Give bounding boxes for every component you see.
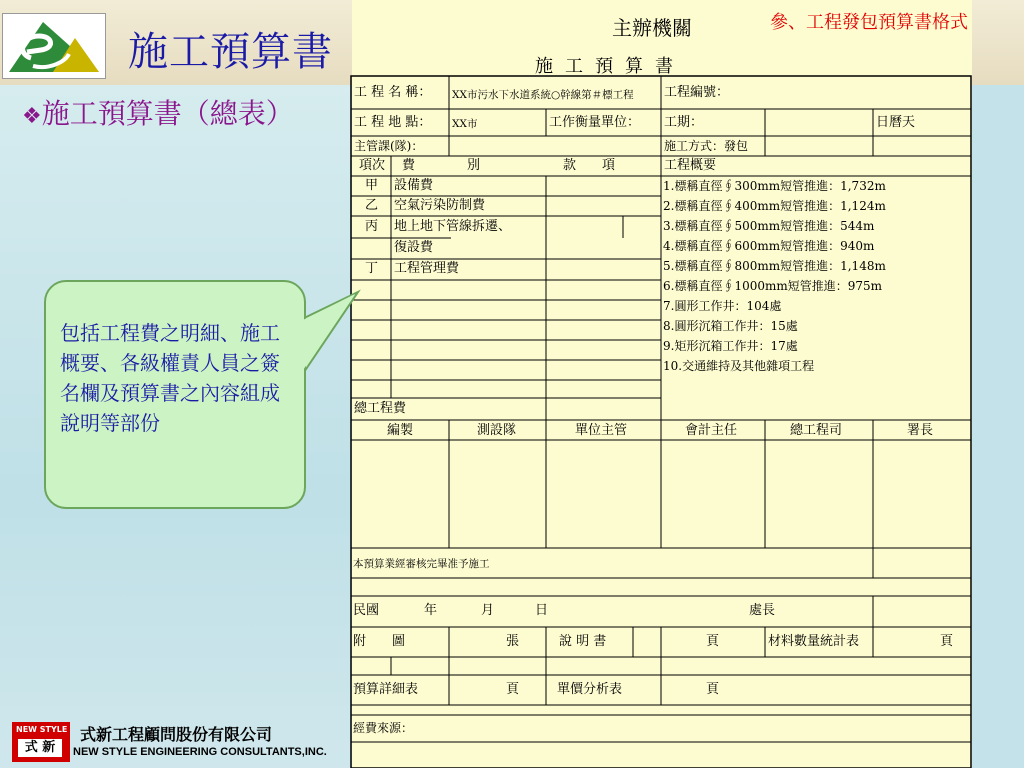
detail-label: 預算詳細表 bbox=[353, 682, 419, 697]
company-badge-top: NEW STYLE bbox=[16, 725, 68, 734]
material-label: 材料數量統計表 bbox=[768, 634, 860, 649]
date-day: 日 bbox=[535, 603, 549, 618]
detail-page-unit: 頁 bbox=[506, 682, 520, 697]
top-right-note: 參、工程發包預算書格式 bbox=[770, 12, 968, 33]
funding-label: 經費來源： bbox=[353, 721, 414, 735]
signature-header: 編製 bbox=[387, 423, 414, 438]
signature-header: 測設隊 bbox=[477, 423, 517, 438]
page-title: 施工預算書 bbox=[128, 29, 333, 75]
item-name: 設備費 bbox=[394, 178, 434, 193]
item-no: 甲 bbox=[365, 178, 379, 193]
item-name: 工程管理費 bbox=[394, 261, 460, 276]
unit-price-page-unit: 頁 bbox=[706, 682, 720, 697]
form-title: 施工預算書 bbox=[535, 56, 685, 77]
material-page-unit: 頁 bbox=[940, 634, 954, 649]
location-label: 工 程 地 點： bbox=[354, 115, 432, 130]
project-name-value: XX市污水下水道系統○幹線第＃標工程 bbox=[452, 89, 634, 101]
summary-line: 8.圓形沉箱工作井：15處 bbox=[663, 319, 798, 333]
item-no-header: 項次 bbox=[359, 158, 386, 173]
date-roc: 民國 bbox=[353, 603, 380, 618]
project-name-label: 工 程 名 稱： bbox=[354, 85, 432, 100]
amount-header: 款 項 bbox=[563, 158, 616, 173]
summary-line: 10.交通維持及其他雜項工程 bbox=[663, 359, 815, 373]
manual-label: 說 明 書 bbox=[559, 634, 607, 649]
company-name-en: NEW STYLE ENGINEERING CONSULTANTS,INC. bbox=[73, 746, 327, 758]
item-no: 乙 bbox=[365, 198, 379, 213]
manual-page-unit: 頁 bbox=[706, 634, 720, 649]
date-month: 月 bbox=[481, 603, 495, 618]
signature-header: 單位主管 bbox=[575, 423, 628, 438]
approval-note: 本預算業經審核完畢准予施工 bbox=[353, 558, 490, 570]
summary-line: 6.標稱直徑∮1000mm短管推進：975m bbox=[663, 279, 883, 293]
summary-line: 3.標稱直徑∮500mm短管推進：544m bbox=[663, 219, 875, 233]
sheets-unit: 張 bbox=[506, 634, 520, 649]
summary-line: 5.標稱直徑∮800mm短管推進：1,148m bbox=[663, 259, 886, 273]
signature-header: 會計主任 bbox=[685, 423, 738, 438]
attach-label: 附 圖 bbox=[353, 634, 406, 649]
callout-text: 包括工程費之明細、施工概要、各級權責人員之簽名欄及預算書之內容組成說明等部份 bbox=[60, 321, 280, 435]
dept-label: 主管課(隊)： bbox=[354, 139, 424, 153]
summary-line: 2.標稱直徑∮400mm短管推進：1,124m bbox=[663, 199, 886, 213]
subtitle-text: 施工預算書（總表） bbox=[41, 97, 294, 130]
date-year: 年 bbox=[424, 603, 438, 618]
fee-header: 費 別 bbox=[402, 158, 481, 173]
company-badge-name: 式 新 bbox=[18, 739, 62, 757]
signature-header: 總工程司 bbox=[790, 423, 843, 438]
summary-line: 4.標稱直徑∮600mm短管推進：940m bbox=[663, 239, 875, 253]
office-label: 處長 bbox=[749, 603, 776, 618]
calendar-days-label: 日曆天 bbox=[876, 115, 916, 130]
unit-price-label: 單價分析表 bbox=[557, 682, 623, 697]
signature-header: 署長 bbox=[907, 423, 934, 438]
agency-label: 主辦機關 bbox=[612, 16, 692, 40]
item-no: 丙 bbox=[365, 219, 379, 234]
location-value: XX市 bbox=[452, 118, 478, 130]
period-label: 工期： bbox=[664, 115, 704, 130]
item-no: 丁 bbox=[365, 261, 379, 276]
company-logo bbox=[12, 722, 70, 762]
summary-line: 9.矩形沉箱工作井：17處 bbox=[663, 339, 798, 353]
item-name: 空氣污染防制費 bbox=[394, 198, 486, 213]
company-name-cn: 式新工程顧問股份有限公司 bbox=[80, 725, 273, 744]
item-name: 復設費 bbox=[394, 240, 434, 255]
unit-label: 工作衡量單位： bbox=[549, 115, 641, 130]
summary-line: 7.圓形工作井：104處 bbox=[663, 299, 782, 313]
total-label: 總工程費 bbox=[354, 401, 407, 416]
summary-line: 1.標稱直徑∮300mm短管推進：1,732m bbox=[663, 179, 886, 193]
item-name: 地上地下管線拆遷、 bbox=[394, 219, 512, 234]
summary-header: 工程概要 bbox=[664, 158, 717, 173]
project-no-label: 工程編號： bbox=[664, 85, 730, 100]
method-label: 施工方式：發包 bbox=[664, 139, 749, 153]
diamond-bullet-icon: ❖ bbox=[22, 104, 42, 129]
